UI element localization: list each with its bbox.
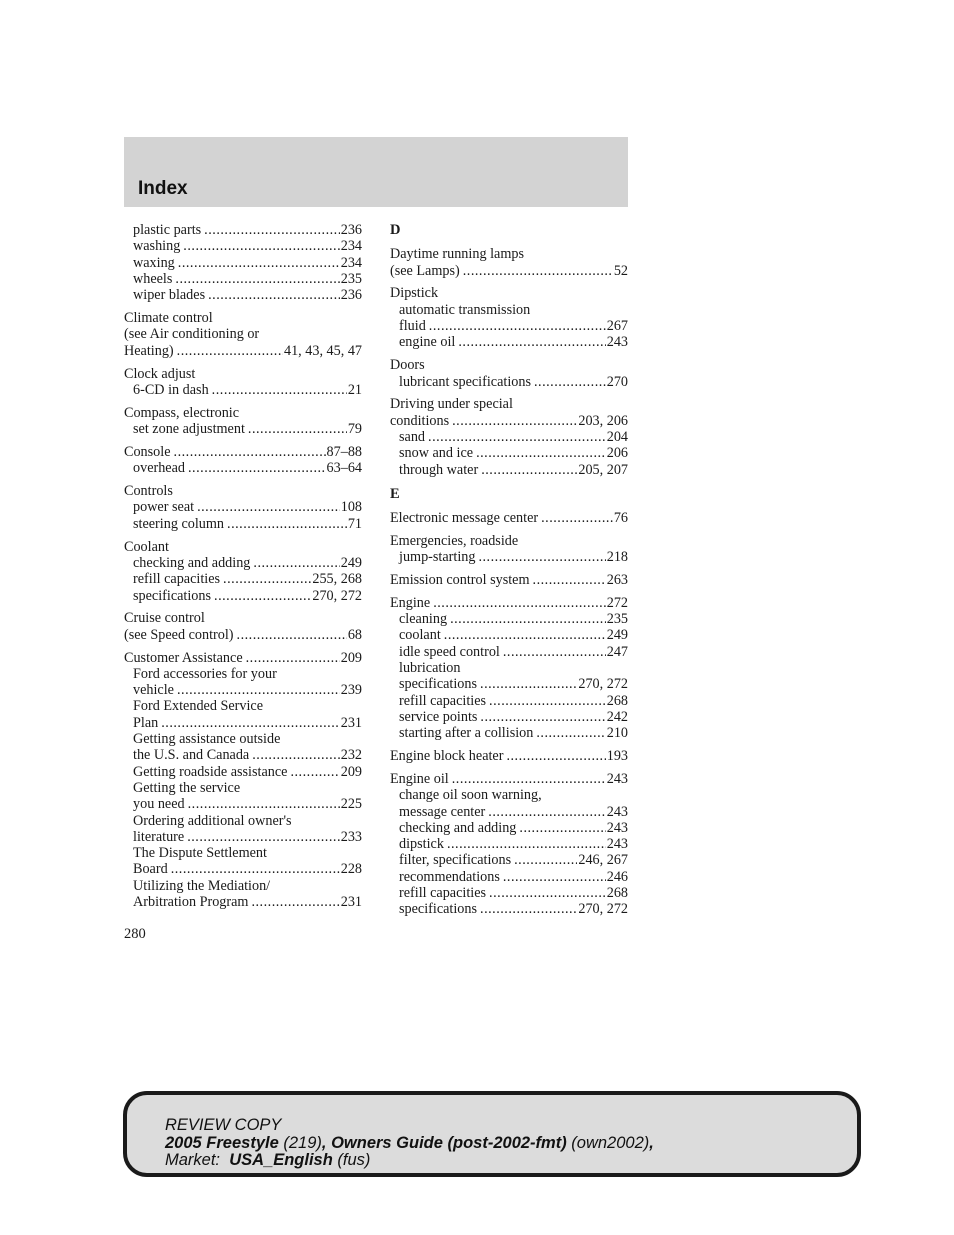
index-entry-pages: 243 bbox=[606, 836, 628, 853]
dot-leader bbox=[204, 222, 340, 238]
index-entry-label: power seat bbox=[133, 499, 195, 516]
index-entry-pages: 243 bbox=[606, 803, 628, 820]
index-entry bbox=[124, 555, 362, 571]
index-entry bbox=[124, 715, 362, 731]
dot-leader bbox=[478, 549, 605, 565]
index-entry-label: Customer Assistance bbox=[124, 649, 243, 666]
index-entry-label: dipstick bbox=[399, 836, 444, 853]
index-entry bbox=[390, 318, 628, 334]
index-entry-label: Arbitration Program bbox=[133, 894, 249, 911]
index-entry-label: Getting assistance outside bbox=[133, 731, 281, 748]
dot-leader bbox=[208, 287, 340, 303]
index-entry-pages: 231 bbox=[340, 894, 362, 911]
index-entry-label: Ordering additional owner's bbox=[133, 812, 292, 829]
index-entry-pages: 249 bbox=[606, 627, 628, 644]
index-entry-pages: 71 bbox=[347, 515, 362, 532]
index-entry-label: refill capacities bbox=[133, 571, 221, 588]
index-entry bbox=[124, 845, 362, 861]
index-entry-pages: 270, 272 bbox=[312, 587, 362, 604]
index-entry-label: Coolant bbox=[124, 538, 169, 555]
index-entry-label: change oil soon warning, bbox=[399, 787, 542, 804]
index-entry-label: Controls bbox=[124, 483, 173, 500]
index-entry bbox=[390, 627, 628, 643]
index-entry bbox=[124, 310, 362, 326]
entry-gap bbox=[390, 526, 628, 533]
entry-gap bbox=[390, 351, 628, 358]
index-entry-label: Getting the service bbox=[133, 779, 241, 796]
index-entry bbox=[124, 627, 362, 643]
index-entry-label: Engine oil bbox=[390, 770, 449, 787]
footer-guide-code: (own2002) bbox=[571, 1133, 650, 1152]
dot-leader bbox=[488, 804, 605, 820]
index-entry-label: engine oil bbox=[399, 334, 456, 351]
dot-leader bbox=[188, 796, 340, 812]
index-entry-label: refill capacities bbox=[399, 692, 487, 709]
index-entry-label: (see Speed control) bbox=[124, 626, 234, 643]
index-entry-label: Getting roadside assistance bbox=[133, 763, 288, 780]
dot-leader bbox=[197, 499, 340, 515]
entry-gap bbox=[390, 478, 628, 485]
entry-gap bbox=[124, 398, 362, 405]
index-entry-label: Emergencies, roadside bbox=[390, 532, 519, 549]
index-entry bbox=[390, 595, 628, 611]
page-number: 280 bbox=[124, 926, 146, 942]
index-entry bbox=[390, 836, 628, 852]
index-entry-pages: 225 bbox=[340, 796, 362, 813]
index-entry-pages: 270, 272 bbox=[578, 676, 628, 693]
dot-leader bbox=[452, 771, 606, 787]
index-entry bbox=[124, 861, 362, 877]
index-entry-label: service points bbox=[399, 708, 478, 725]
index-entry-pages: 270, 272 bbox=[578, 901, 628, 918]
index-entry bbox=[124, 796, 362, 812]
index-entry-pages: 232 bbox=[340, 747, 362, 764]
index-entry bbox=[390, 693, 628, 709]
index-entry bbox=[390, 787, 628, 803]
dot-leader bbox=[433, 595, 606, 611]
index-entry-pages: 108 bbox=[340, 499, 362, 516]
footer-model: 2005 Freestyle bbox=[165, 1133, 279, 1152]
index-entry-pages: 79 bbox=[347, 421, 362, 438]
index-entry bbox=[390, 804, 628, 820]
index-entry-label: Heating) bbox=[124, 342, 174, 359]
dot-leader bbox=[253, 555, 339, 571]
index-entry-label: Ford Extended Service bbox=[133, 698, 264, 715]
dot-leader bbox=[489, 885, 606, 901]
index-entry-label: checking and adding bbox=[133, 554, 251, 571]
dot-leader bbox=[183, 238, 339, 254]
index-entry bbox=[390, 533, 628, 549]
index-entry-pages: 270 bbox=[606, 373, 628, 390]
dot-leader bbox=[214, 588, 311, 604]
index-entry bbox=[124, 382, 362, 398]
index-entry-pages: 193 bbox=[606, 748, 628, 765]
index-entry-pages: 268 bbox=[606, 692, 628, 709]
index-entry-label: Emission control system bbox=[390, 571, 530, 588]
index-entry-pages: 52 bbox=[613, 262, 628, 279]
dot-leader bbox=[252, 747, 339, 763]
index-entry bbox=[390, 357, 628, 373]
index-entry-label: plastic parts bbox=[133, 222, 202, 238]
index-entry bbox=[124, 764, 362, 780]
index-entry-label: Console bbox=[124, 443, 171, 460]
dot-leader bbox=[480, 676, 577, 692]
index-entry bbox=[390, 901, 628, 917]
entry-gap bbox=[124, 532, 362, 539]
index-entry bbox=[124, 405, 362, 421]
index-entry-pages: 239 bbox=[340, 682, 362, 699]
review-copy-label: REVIEW COPY bbox=[165, 1116, 282, 1134]
footer-sep1: , bbox=[321, 1133, 327, 1152]
index-entry bbox=[124, 588, 362, 604]
index-entry bbox=[390, 549, 628, 565]
index-entry bbox=[124, 287, 362, 303]
footer-text bbox=[165, 1117, 654, 1170]
dot-leader bbox=[480, 709, 605, 725]
index-entry bbox=[390, 429, 628, 445]
index-entry-label: Compass, electronic bbox=[124, 404, 240, 421]
index-entry bbox=[124, 878, 362, 894]
index-entry-label: message center bbox=[399, 803, 486, 820]
index-entry-label: overhead bbox=[133, 460, 185, 477]
index-entry-label: Daytime running lamps bbox=[390, 246, 524, 263]
dot-leader bbox=[177, 343, 283, 359]
index-entry bbox=[124, 516, 362, 532]
dot-leader bbox=[450, 611, 606, 627]
index-entry-pages: 242 bbox=[606, 708, 628, 725]
index-entry bbox=[390, 334, 628, 350]
entry-gap bbox=[390, 741, 628, 748]
index-entry-pages: 255, 268 bbox=[312, 571, 362, 588]
index-entry-label: Engine bbox=[390, 594, 431, 611]
index-entry-label: sand bbox=[399, 429, 426, 446]
dot-leader bbox=[227, 516, 347, 532]
entry-gap bbox=[124, 477, 362, 484]
index-entry bbox=[390, 709, 628, 725]
index-entry-pages: 236 bbox=[340, 287, 362, 304]
index-entry-label: (see Lamps) bbox=[390, 262, 460, 279]
section-letter: E bbox=[390, 485, 400, 502]
index-entry bbox=[390, 572, 628, 588]
footer-model-code: (219) bbox=[283, 1133, 322, 1152]
index-entry bbox=[124, 343, 362, 359]
dot-leader bbox=[174, 444, 326, 460]
index-entry-pages: 76 bbox=[613, 509, 628, 526]
index-entry-pages: 68 bbox=[347, 626, 362, 643]
index-entry bbox=[390, 263, 628, 279]
index-entry-pages: 209 bbox=[340, 649, 362, 666]
index-entry-pages: 246, 267 bbox=[578, 852, 628, 869]
index-entry-pages: 234 bbox=[340, 254, 362, 271]
review-copy-footer bbox=[123, 1091, 861, 1177]
index-entry-pages: 41, 43, 45, 47 bbox=[283, 342, 362, 359]
dot-leader bbox=[212, 382, 347, 398]
index-entry bbox=[390, 396, 628, 412]
dot-leader bbox=[481, 462, 577, 478]
index-entry-label: steering column bbox=[133, 515, 225, 532]
dot-leader bbox=[161, 715, 339, 731]
index-entry-label: filter, specifications bbox=[399, 852, 512, 869]
index-entry-label: Plan bbox=[133, 714, 159, 731]
index-entry-pages: 243 bbox=[606, 770, 628, 787]
index-entry bbox=[390, 510, 628, 526]
index-entry-label: checking and adding bbox=[399, 819, 517, 836]
index-entry-label: washing bbox=[133, 238, 181, 255]
index-entry-pages: 228 bbox=[340, 861, 362, 878]
index-entry-pages: 233 bbox=[340, 828, 362, 845]
index-entry-label: Cruise control bbox=[124, 610, 205, 627]
entry-gap bbox=[390, 588, 628, 595]
index-entry bbox=[124, 666, 362, 682]
index-entry-label: through water bbox=[399, 461, 479, 478]
index-entry bbox=[124, 894, 362, 910]
index-entry-label: snow and ice bbox=[399, 445, 474, 462]
entry-gap bbox=[124, 604, 362, 611]
dot-leader bbox=[428, 429, 606, 445]
index-entry bbox=[390, 869, 628, 885]
index-entry-label: Climate control bbox=[124, 310, 213, 327]
index-entry-label: specifications bbox=[399, 676, 478, 693]
index-entry-label: Clock adjust bbox=[124, 365, 196, 382]
index-entry-pages: 203, 206 bbox=[578, 412, 628, 429]
dot-leader bbox=[171, 861, 340, 877]
footer-market-line bbox=[165, 1152, 654, 1170]
index-entry-pages: 235 bbox=[606, 611, 628, 628]
index-entry bbox=[124, 326, 362, 342]
index-entry bbox=[390, 374, 628, 390]
index-entry-pages: 205, 207 bbox=[578, 461, 628, 478]
dot-leader bbox=[541, 510, 613, 526]
index-entry bbox=[124, 483, 362, 499]
index-entry-label: coolant bbox=[399, 627, 441, 644]
footer-sep2: , bbox=[649, 1133, 654, 1152]
index-entry bbox=[124, 444, 362, 460]
index-entry bbox=[124, 255, 362, 271]
index-entry-pages: 87–88 bbox=[326, 443, 362, 460]
index-entry bbox=[124, 238, 362, 254]
dot-leader bbox=[452, 413, 577, 429]
index-entry bbox=[390, 820, 628, 836]
dot-leader bbox=[536, 725, 605, 741]
dot-leader bbox=[444, 627, 606, 643]
index-entry bbox=[390, 413, 628, 429]
dot-leader bbox=[290, 764, 339, 780]
index-entry-label: conditions bbox=[390, 412, 450, 429]
dot-leader bbox=[246, 650, 340, 666]
index-entry-label: recommendations bbox=[399, 868, 500, 885]
dot-leader bbox=[463, 263, 613, 279]
dot-leader bbox=[480, 901, 577, 917]
dot-leader bbox=[429, 318, 606, 334]
dot-leader bbox=[178, 255, 340, 271]
index-entry-label: Board bbox=[133, 861, 168, 878]
index-entry bbox=[124, 271, 362, 287]
index-entry bbox=[124, 366, 362, 382]
dot-leader bbox=[506, 748, 605, 764]
dot-leader bbox=[248, 421, 347, 437]
page-title: Index bbox=[138, 178, 188, 199]
index-entry-pages: 247 bbox=[606, 643, 628, 660]
entry-gap bbox=[390, 764, 628, 771]
dot-leader bbox=[458, 334, 605, 350]
index-entry-label: lubricant specifications bbox=[399, 373, 531, 390]
index-entry-label: (see Air conditioning or bbox=[124, 326, 260, 343]
index-entry-pages: 243 bbox=[606, 819, 628, 836]
index-entry-pages: 243 bbox=[606, 334, 628, 351]
footer-model-line bbox=[165, 1135, 654, 1153]
dot-leader bbox=[251, 894, 339, 910]
entry-gap bbox=[124, 437, 362, 444]
footer-market-label: Market: bbox=[165, 1151, 221, 1169]
index-entry-pages: 204 bbox=[606, 429, 628, 446]
index-entry bbox=[124, 222, 362, 238]
index-entry-label: vehicle bbox=[133, 682, 174, 699]
index-column-right bbox=[390, 222, 628, 918]
index-entry bbox=[124, 499, 362, 515]
index-entry bbox=[390, 660, 628, 676]
index-entry bbox=[124, 747, 362, 763]
index-entry-label: cleaning bbox=[399, 611, 448, 628]
index-entry bbox=[124, 829, 362, 845]
index-entry-label: The Dispute Settlement bbox=[133, 845, 267, 862]
index-entry-pages: 263 bbox=[606, 571, 628, 588]
index-entry bbox=[390, 748, 628, 764]
index-entry-pages: 234 bbox=[340, 238, 362, 255]
index-entry-label: the U.S. and Canada bbox=[133, 747, 250, 764]
index-entry-pages: 235 bbox=[340, 270, 362, 287]
index-entry bbox=[124, 460, 362, 476]
index-entry bbox=[124, 650, 362, 666]
index-entry-label: Electronic message center bbox=[390, 509, 539, 526]
index-entry-label: wheels bbox=[133, 270, 173, 287]
index-entry bbox=[390, 676, 628, 692]
index-entry-pages: 268 bbox=[606, 885, 628, 902]
index-entry bbox=[390, 771, 628, 787]
index-entry-label: Utilizing the Mediation/ bbox=[133, 877, 271, 894]
entry-gap bbox=[390, 390, 628, 397]
index-entry bbox=[124, 610, 362, 626]
dot-leader bbox=[503, 644, 606, 660]
dot-leader bbox=[175, 271, 339, 287]
index-entry-pages: 206 bbox=[606, 445, 628, 462]
index-entry-label: Dipstick bbox=[390, 285, 439, 302]
index-entry bbox=[390, 725, 628, 741]
dot-leader bbox=[187, 829, 340, 845]
index-entry-pages: 272 bbox=[606, 594, 628, 611]
index-entry-pages: 231 bbox=[340, 714, 362, 731]
index-entry bbox=[124, 421, 362, 437]
dot-leader bbox=[177, 682, 340, 698]
index-entry bbox=[124, 682, 362, 698]
dot-leader bbox=[447, 836, 606, 852]
index-entry-label: literature bbox=[133, 828, 185, 845]
index-entry-label: you need bbox=[133, 796, 185, 813]
dot-leader bbox=[188, 460, 326, 476]
dot-leader bbox=[489, 693, 606, 709]
index-entry-label: starting after a collision bbox=[399, 725, 534, 742]
index-entry bbox=[390, 302, 628, 318]
index-entry bbox=[390, 611, 628, 627]
dot-leader bbox=[514, 852, 577, 868]
section-letter: D bbox=[390, 222, 401, 238]
index-entry bbox=[124, 571, 362, 587]
dot-leader bbox=[223, 571, 311, 587]
index-entry-label: specifications bbox=[399, 901, 478, 918]
entry-gap bbox=[390, 565, 628, 572]
index-entry-label: specifications bbox=[133, 587, 212, 604]
entry-gap bbox=[124, 643, 362, 650]
index-entry-label: Engine block heater bbox=[390, 748, 504, 765]
index-entry-label: lubrication bbox=[399, 659, 461, 676]
index-entry-label: jump-starting bbox=[399, 549, 476, 566]
index-entry-label: waxing bbox=[133, 254, 175, 271]
dot-leader bbox=[476, 445, 606, 461]
index-entry-label: set zone adjustment bbox=[133, 421, 245, 438]
index-entry-pages: 246 bbox=[606, 868, 628, 885]
index-entry-pages: 267 bbox=[606, 318, 628, 335]
index-entry-pages: 210 bbox=[606, 725, 628, 742]
index-entry bbox=[390, 285, 628, 301]
index-entry bbox=[124, 780, 362, 796]
index-entry-label: Ford accessories for your bbox=[133, 665, 277, 682]
index-entry-label: 6-CD in dash bbox=[133, 381, 209, 398]
index-entry bbox=[390, 644, 628, 660]
entry-gap bbox=[124, 359, 362, 366]
dot-leader bbox=[503, 869, 606, 885]
dot-leader bbox=[533, 572, 606, 588]
footer-market-code: (fus) bbox=[337, 1151, 371, 1169]
index-entry bbox=[124, 539, 362, 555]
header-band bbox=[124, 137, 628, 207]
dot-leader bbox=[237, 627, 347, 643]
entry-gap bbox=[124, 303, 362, 310]
index-entry-label: automatic transmission bbox=[399, 301, 531, 318]
index-entry-pages: 21 bbox=[347, 381, 362, 398]
footer-market: USA_English bbox=[229, 1151, 333, 1169]
index-entry bbox=[390, 885, 628, 901]
entry-gap bbox=[390, 279, 628, 286]
index-entry-pages: 249 bbox=[340, 554, 362, 571]
index-entry-pages: 218 bbox=[606, 549, 628, 566]
index-entry bbox=[390, 852, 628, 868]
index-entry-pages: 209 bbox=[340, 763, 362, 780]
index-entry-label: wiper blades bbox=[133, 287, 206, 304]
index-entry-pages: 236 bbox=[340, 222, 362, 238]
index-entry-label: fluid bbox=[399, 318, 426, 335]
index-entry bbox=[124, 698, 362, 714]
index-entry-label: Doors bbox=[390, 357, 425, 374]
index-entry bbox=[390, 246, 628, 262]
footer-guide: Owners Guide (post-2002-fmt) bbox=[331, 1133, 567, 1152]
index-entry-pages: 63–64 bbox=[326, 460, 362, 477]
index-entry bbox=[124, 731, 362, 747]
index-entry bbox=[124, 813, 362, 829]
index-column-left bbox=[124, 222, 362, 910]
index-entry-label: Driving under special bbox=[390, 396, 513, 413]
index-entry bbox=[390, 462, 628, 478]
index-entry bbox=[390, 445, 628, 461]
dot-leader bbox=[519, 820, 605, 836]
index-entry-label: idle speed control bbox=[399, 643, 500, 660]
dot-leader bbox=[534, 374, 606, 390]
index-entry-label: refill capacities bbox=[399, 885, 487, 902]
